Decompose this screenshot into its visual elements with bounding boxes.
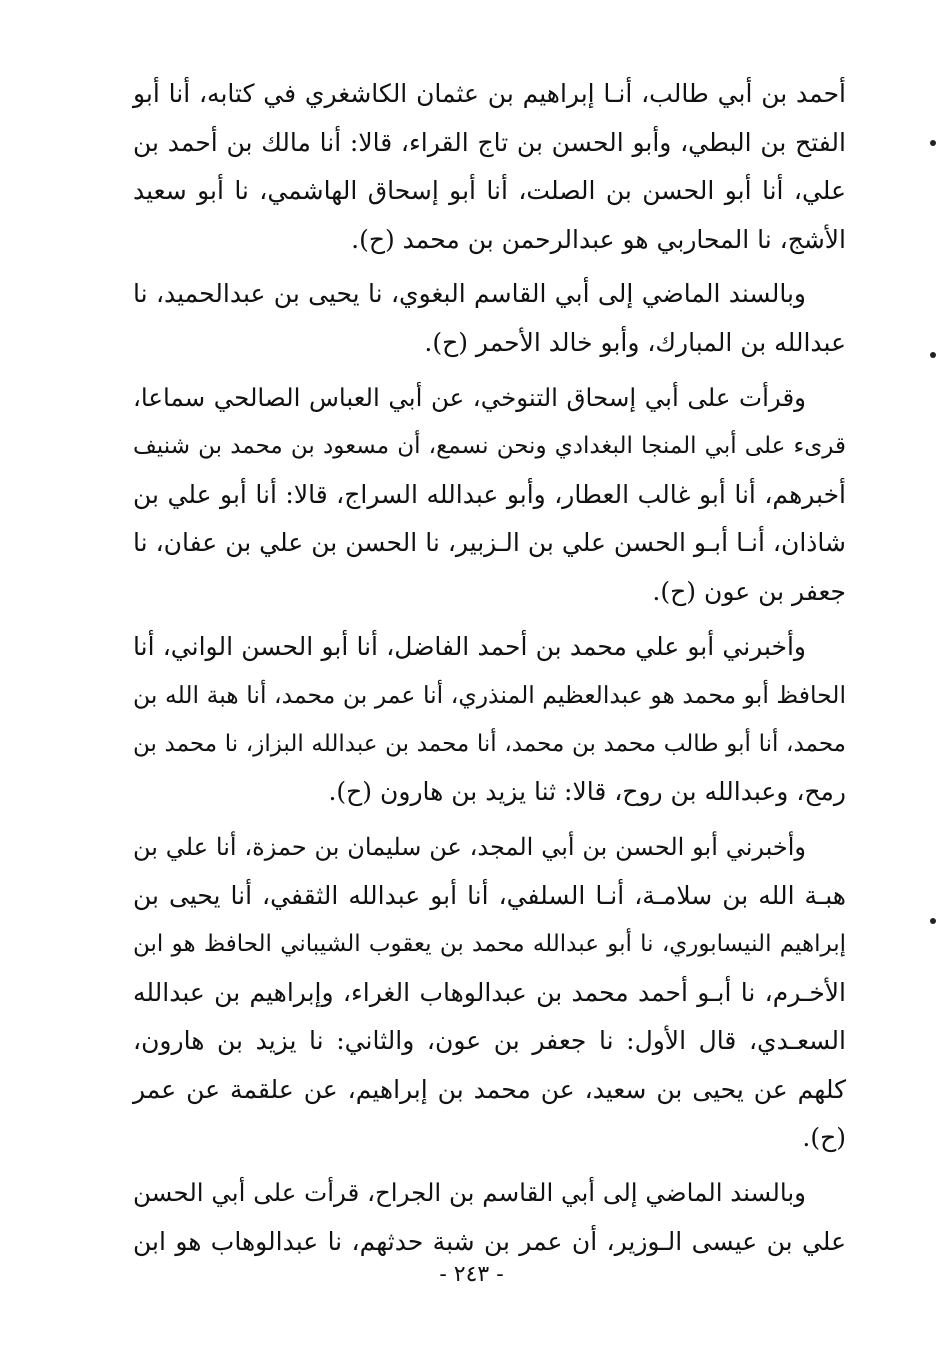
text-line: كلهم عن يحيى بن سعيد، عن محمد بن إبراهيم، عن علقمة عن عمر: [133, 1074, 846, 1104]
text-line: رمح، وعبدالله بن روح، قالا: ثنا يزيد بن هارون (ح).: [328, 777, 846, 807]
text-line: شاذان، أنـا أبـو الحسن علي بن الـزبير، نا الحسن بن علي بن عفان، نا: [133, 528, 846, 558]
text-line: هبـة الله بن سلامـة، أنـا السلفي، أنا أبو عبدالله الثقفي، أنا يحيى بن: [133, 880, 846, 910]
text-line: أحمد بن أبي طالب، أنـا إبراهيم بن عثمان الكاشغري في كتابه، أنا أبو: [133, 79, 846, 108]
text-line: عبدالله بن المبارك، وأبو خالد الأحمر (ح).: [424, 327, 846, 357]
page-number: - ٢٤٣ -: [439, 1262, 504, 1287]
text-line: وبالسند الماضي إلى أبي القاسم البغوي، نا يحيى بن عبدالحميد، نا: [133, 279, 806, 309]
text-line: وقرأت على أبي إسحاق التنوخي، عن أبي العباس الصالحي سماعا،: [133, 382, 806, 412]
paragraph-4: [133, 623, 846, 817]
text-line: جعفر بن عون (ح).: [652, 576, 846, 606]
text-line: وأخبرني أبو علي محمد بن أحمد الفاضل، أنا أبو الحسن الواني، أنا: [133, 631, 806, 661]
paragraph-6: [133, 1169, 846, 1266]
text-line: وبالسند الماضي إلى أبي القاسم بن الجراح، قرأت على أبي الحسن: [133, 1178, 806, 1208]
text-line: السعـدي، قال الأول: نا جعفر بن عون، والثاني: نا يزيد بن هارون،: [133, 1026, 846, 1056]
margin-mark: [930, 352, 936, 358]
paragraph-3: [133, 374, 846, 617]
text-line: محمد، أنا أبو طالب محمد بن محمد، أنا محمد بن عبدالله البزاز، نا محمد بن: [133, 730, 846, 757]
text-line: الأشج، نا المحاربي هو عبدالرحمن بن محمد (ح).: [351, 224, 846, 254]
paragraph-1: [133, 70, 846, 264]
text-line: قرىء على أبي المنجا البغدادي ونحن نسمع، أن مسعود بن محمد بن شنيف: [133, 433, 846, 460]
text-line: علي بن عيسى الـوزير، أن عمر بن شبة حدثهم، نا عبدالوهاب هو ابن: [133, 1226, 846, 1256]
text-line: أخبرهم، أنا أبو غالب العطار، وأبو عبدالله السراج، قالا: أنا أبو علي بن: [133, 479, 846, 509]
body-text: [133, 70, 846, 1272]
margin-mark: [930, 140, 936, 146]
text-line: الأخـرم، نا أبـو أحمد محمد بن عبدالوهاب الغراء، وإبراهيم بن عبدالله: [133, 977, 846, 1007]
text-line: وأخبرني أبو الحسن بن أبي المجد، عن سليمان بن حمزة، أنا علي بن: [133, 832, 806, 861]
paragraph-2: [133, 270, 846, 367]
margin-mark: [930, 918, 936, 924]
paragraph-5: [133, 823, 846, 1163]
text-line: (ح).: [802, 1123, 846, 1153]
text-line: الحافظ أبو محمد هو عبدالعظيم المنذري، أنا عمر بن محمد، أنا هبة الله بن: [133, 681, 846, 710]
text-line: علي، أنا أبو الحسن بن الصلت، أنا أبو إسحاق الهاشمي، نا أبو سعيد: [133, 176, 846, 206]
text-line: الفتح بن البطي، وأبو الحسن بن تاج القراء، قالا: أنا مالك بن أحمد بن: [133, 127, 846, 157]
text-line: إبراهيم النيسابوري، نا أبو عبدالله محمد بن يعقوب الشيباني الحافظ هو ابن: [133, 931, 846, 958]
